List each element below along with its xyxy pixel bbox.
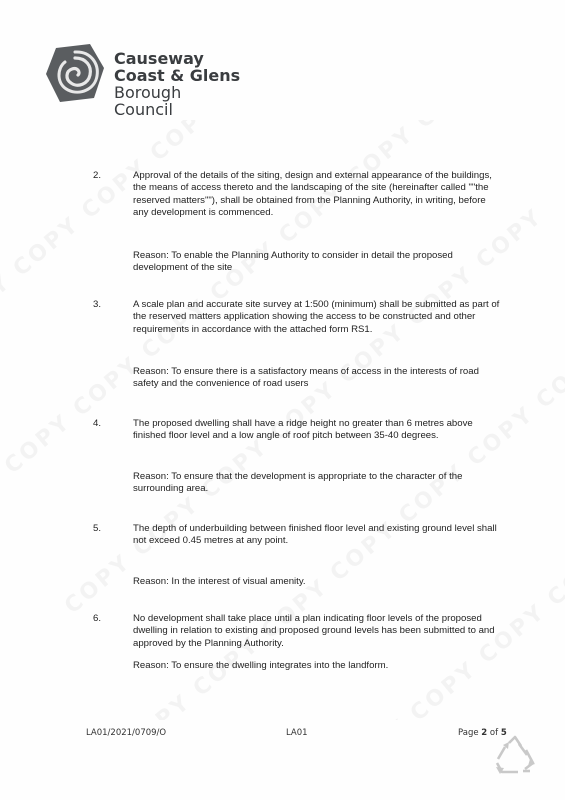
condition-text: The proposed dwelling shall have a ridge height no greater than 6 metres above finished floor level and a low angle of roof pitch between 35-40 degrees. bbox=[133, 418, 473, 442]
condition-text: Approval of the details of the siting, design and external appearance of the buildings, the means of access thereto and the landscaping of the site (hereinafter called ""the reserved matters""), shall be obtained from the Planning Authority, in writing, before any development is commenced. bbox=[133, 170, 492, 219]
council-name-line3: Borough Council bbox=[114, 83, 182, 119]
condition-reason: Reason: In the interest of visual amenity. bbox=[133, 576, 306, 587]
condition-text: The depth of underbuilding between finished floor level and existing ground level shall not exceed 0.45 metres at any point. bbox=[133, 523, 497, 547]
council-name bbox=[114, 50, 242, 118]
condition-reason: Reason: To ensure there is a satisfactory means of access in the interests of road safety and the convenience of road users bbox=[133, 366, 479, 390]
office-code: LA01 bbox=[286, 728, 308, 738]
condition-text: No development shall take place until a plan indicating floor levels of the proposed dwelling in relation to existing and proposed ground levels has been submitted to and approved by the Planning Authority. bbox=[133, 613, 495, 649]
condition-number: 6. bbox=[93, 613, 102, 624]
watermark-line bbox=[200, 484, 565, 720]
condition-number: 5. bbox=[93, 523, 102, 534]
council-logo bbox=[42, 40, 242, 119]
council-emblem-icon bbox=[42, 40, 108, 106]
condition-number: 3. bbox=[93, 299, 102, 310]
condition-number: 2. bbox=[93, 170, 102, 181]
condition-number: 4. bbox=[93, 418, 102, 429]
council-name-line1: Causeway bbox=[114, 49, 204, 68]
condition-reason: Reason: To ensure that the development is appropriate to the character of the surrounding area. bbox=[133, 471, 463, 495]
condition-reason: Reason: To ensure the dwelling integrates into the landform. bbox=[133, 660, 389, 671]
condition-reason: Reason: To enable the Planning Authority to consider in detail the proposed development of the site bbox=[133, 250, 453, 274]
recycle-icon bbox=[492, 735, 538, 775]
application-reference: LA01/2021/0709/O bbox=[86, 728, 167, 738]
condition-text: A scale plan and accurate site survey at 1:500 (minimum) shall be submitted as part of the reserved matters application showing the access to be constructed and other requirements in accordance with the attached form RS1. bbox=[133, 299, 500, 335]
council-name-line2: Coast & Glens bbox=[114, 66, 241, 85]
page-number: Page 2 of 5 bbox=[458, 728, 507, 738]
